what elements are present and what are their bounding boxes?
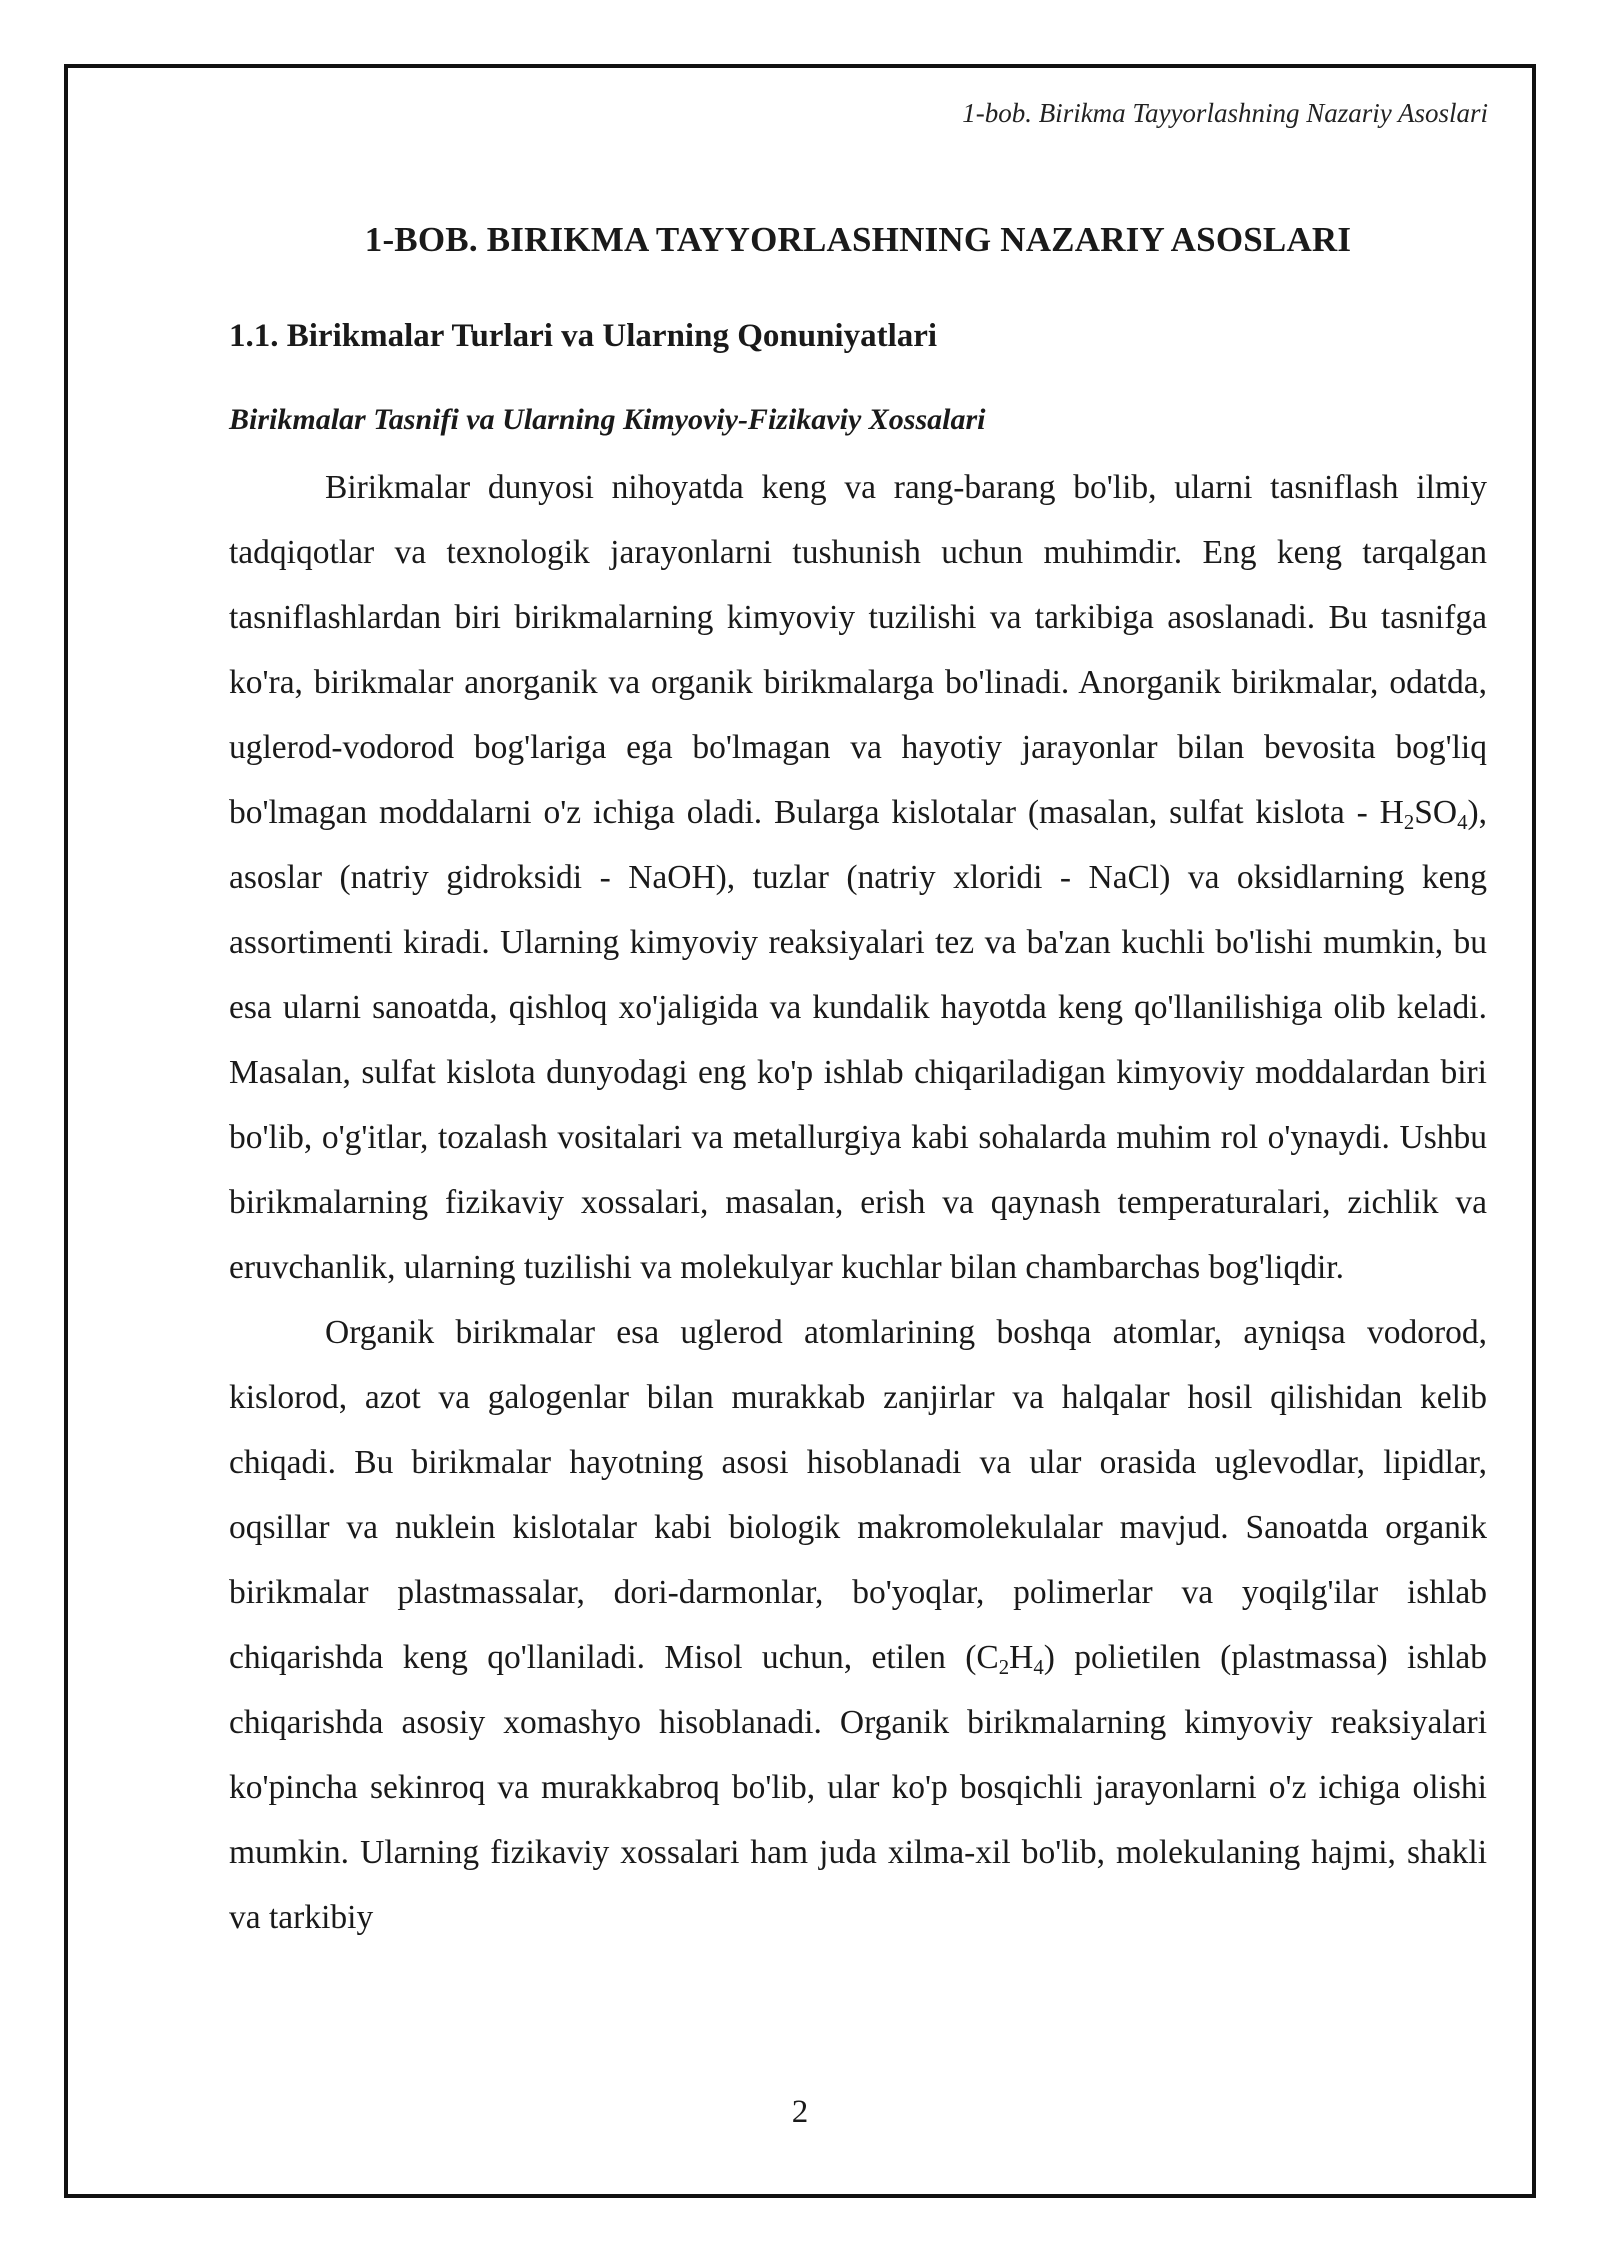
chapter-title: 1-BOB. BIRIKMA TAYYORLASHNING NAZARIY ASOSLARI xyxy=(364,220,1352,259)
section-title: 1.1. Birikmalar Turlari va Ularning Qonuniyatlari xyxy=(229,318,938,354)
paragraph-inorganic xyxy=(229,455,1487,1300)
page-content xyxy=(229,208,1487,1950)
formula-text: H xyxy=(1009,1639,1034,1676)
paragraph-text: Organik birikmalar esa uglerod atomlarining boshqa atomlar, ayniqsa vodorod, kislorod, azot va galogenlar bilan murakkab zanjirlar va halqalar hosil qilishidan kelib chiqadi. Bu birikmalar hayotning asosi hisoblanadi va ular orasida uglevodlar, lipidlar, oqsillar va nuklein kislotalar kabi biologik makromolekulalar mavjud. Sanoatda organik birikmalar plastmassalar, dori-darmonlar, bo'yoqlar, polimerlar va yoqilg'ilar ishlab chiqarishda keng qo'llaniladi. Misol uchun, etilen (C xyxy=(229,1314,1487,1676)
formula-subscript: 2 xyxy=(998,1656,1010,1680)
paragraph-text: Birikmalar dunyosi nihoyatda keng va rang-barang bo'lib, ularni tasniflash ilmiy tadqiqotlar va texnologik jarayonlarni tushunish uchun muhimdir. Eng keng tarqalgan tasniflashlardan biri birikmalarning kimyoviy tuzilishi va tarkibiga asoslanadi. Bu tasnifga ko'ra, birikmalar anorganik va organik birikmalarga bo'linadi. Anorganik birikmalar, odatda, uglerod-vodorod bog'lariga ega bo'lmagan va hayotiy jarayonlar bilan bevosita bog'liq bo'lmagan moddalarni o'z ichiga oladi. Bularga kislotalar (masalan, sulfat kislota - H xyxy=(229,469,1487,831)
paragraph-text: ), asoslar (natriy gidroksidi - NaOH), tuzlar (natriy xloridi - NaCl) va oksidlarning keng assortimenti kiradi. Ularning kimyoviy reaksiyalari tez va ba'zan kuchli bo'lishi mumkin, bu esa ularni sanoatda, qishloq xo'jaligida va kundalik hayotda keng qo'llanilishiga olib keladi. Masalan, sulfat kislota dunyodagi eng ko'p ishlab chiqariladigan kimyoviy moddalardan biri bo'lib, o'g'itlar, tozalash vositalari va metallurgiya kabi sohalarda muhim rol o'ynaydi. Ushbu birikmalarning fizikaviy xossalari, masalan, erish va qaynash temperaturalari, zichlik va eruvchanlik, ularning tuzilishi va molekulyar kuchlar bilan chambarchas bog'liqdir. xyxy=(229,794,1487,1286)
running-header: 1-bob. Birikma Tayyorlashning Nazariy Asoslari xyxy=(962,98,1488,128)
subsection-title: Birikmalar Tasnifi va Ularning Kimyoviy-Fizikaviy Xossalari xyxy=(229,403,986,436)
page-number: 2 xyxy=(791,2094,809,2130)
formula-subscript: 4 xyxy=(1033,1656,1044,1680)
formula-subscript: 4 xyxy=(1457,811,1468,835)
paragraph-text: ) polietilen (plastmassa) ishlab chiqarishda asosiy xomashyo hisoblanadi. Organik birikmalarning kimyoviy reaksiyalari ko'pincha sekinroq va murakkabroq bo'lib, ular ko'p bosqichli jarayonlarni o'z ichiga olishi mumkin. Ularning fizikaviy xossalari ham juda xilma-xil bo'lib, molekulaning hajmi, shakli va tarkibiy xyxy=(229,1639,1488,1936)
paragraph-organic xyxy=(229,1300,1487,1950)
formula-text: SO xyxy=(1414,794,1458,831)
formula-subscript: 2 xyxy=(1403,811,1415,835)
